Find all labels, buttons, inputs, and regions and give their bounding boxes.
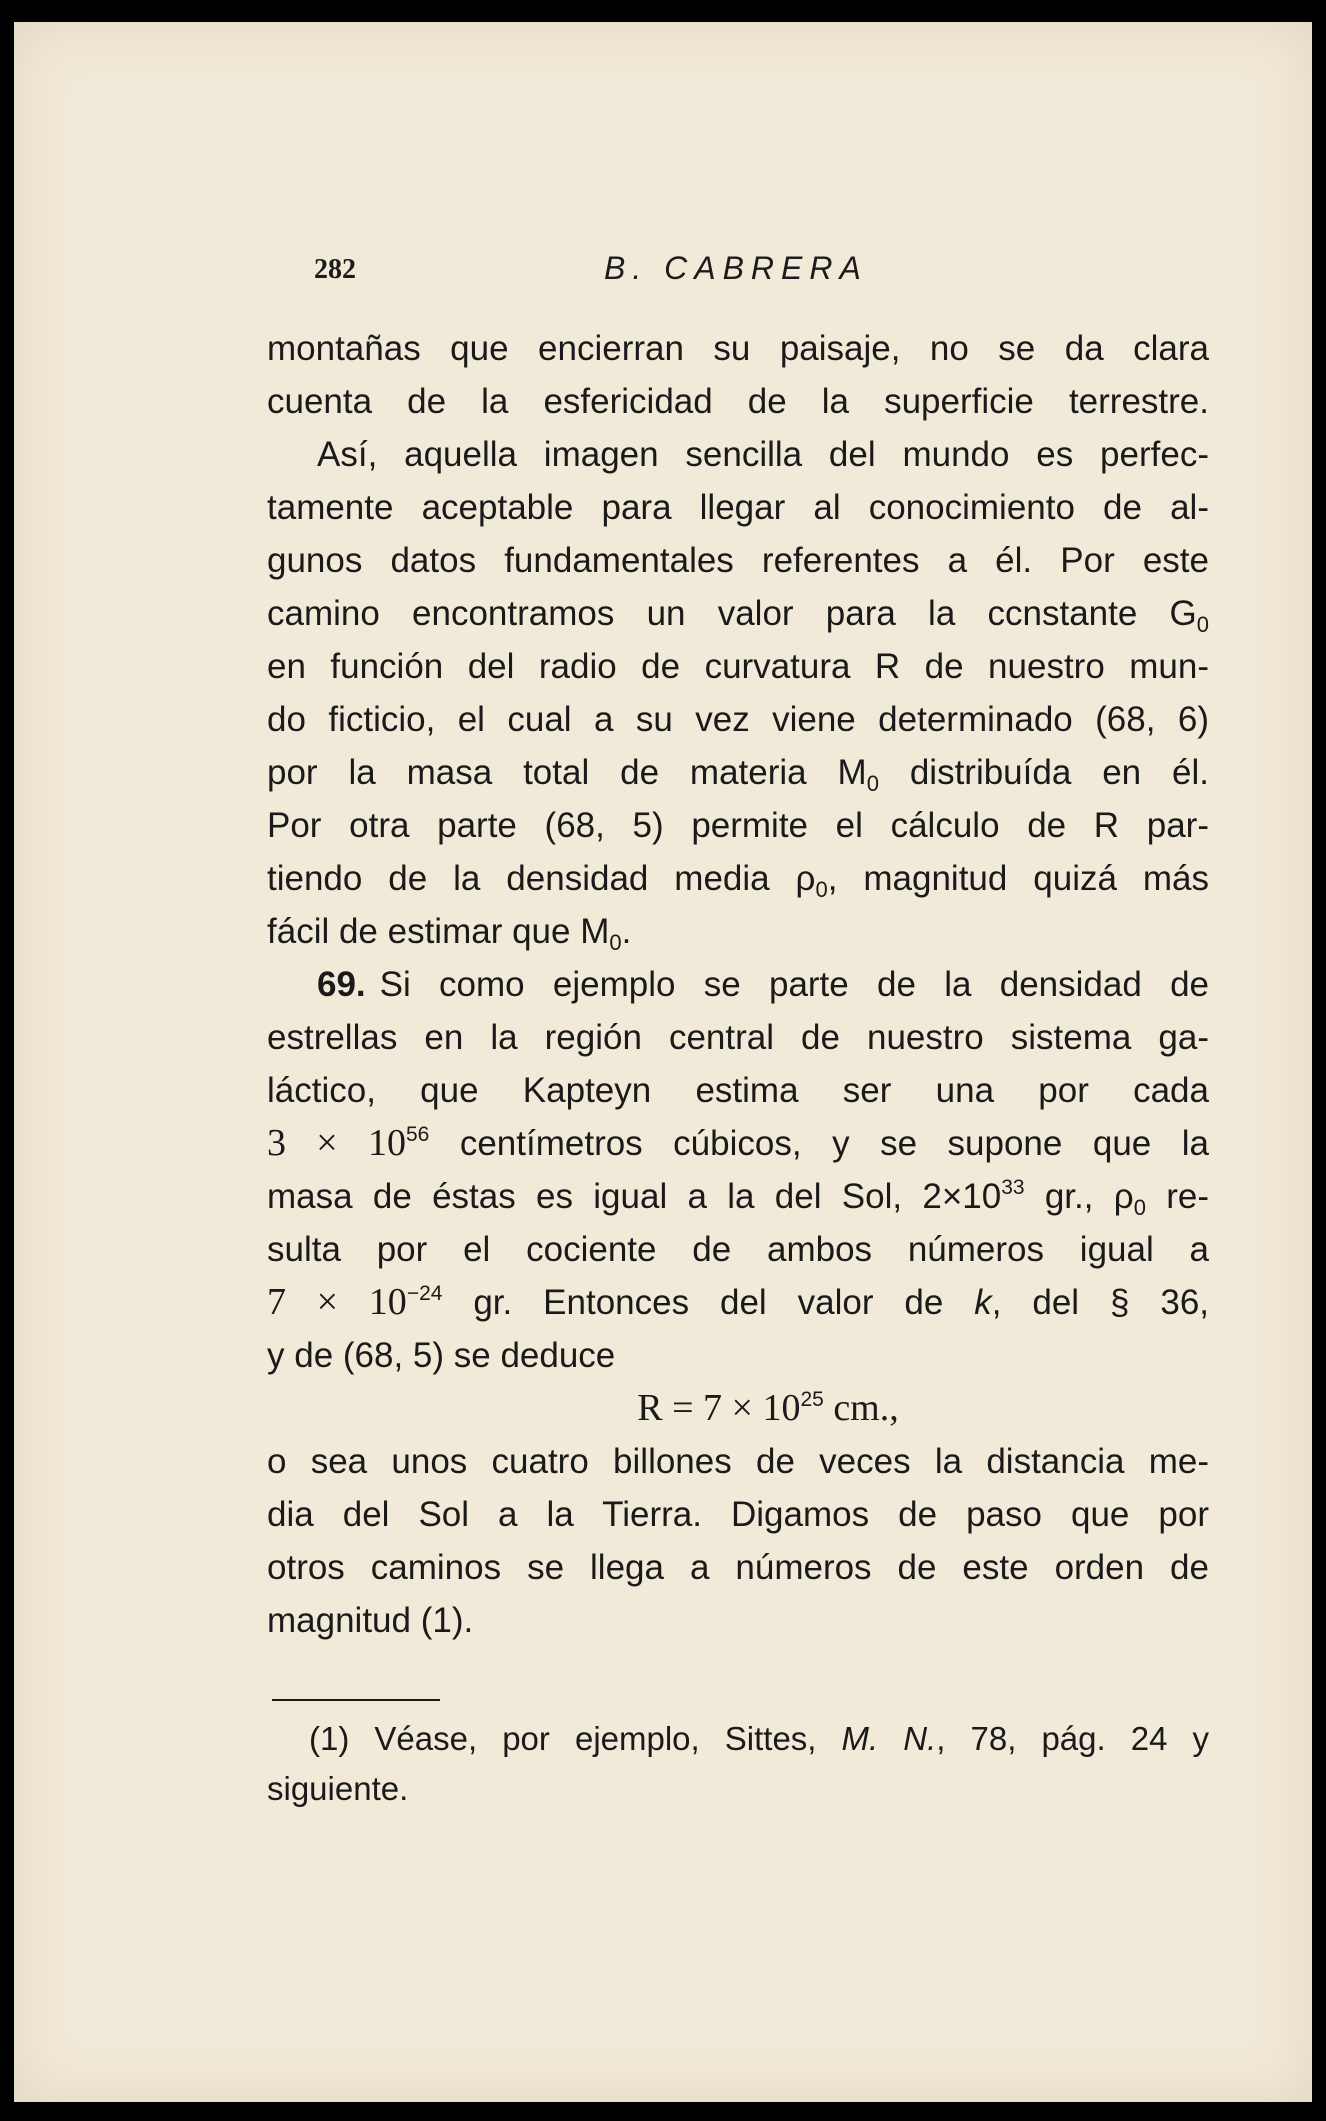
footnote-line: siguiente. <box>267 1770 409 1807</box>
formula-segment: R = 7 × 10 <box>637 1387 801 1429</box>
section-number: 69. <box>317 965 366 1004</box>
text-line: estrellas en la región central de nuestro sistema ga- <box>267 1018 1209 1057</box>
text-segment: gr. Entonces del valor de <box>442 1283 975 1322</box>
text-line: montañas que encierran su paisaje, no se da clara <box>267 329 1209 368</box>
book-page <box>14 22 1312 2102</box>
text-line: sulta por el cociente de ambos números igual a <box>267 1230 1209 1269</box>
text-line: magnitud (1). <box>267 1601 474 1640</box>
text-line: láctico, que Kapteyn estima ser una por cada <box>267 1071 1209 1110</box>
text-segment: , 78, pág. 24 y <box>936 1720 1210 1757</box>
superscript: 56 <box>405 1123 430 1146</box>
subscript: 0 <box>1133 1195 1146 1220</box>
formula-segment: cm., <box>823 1387 899 1429</box>
italic-abbrev: M. N. <box>841 1720 937 1757</box>
text-line <box>267 852 1209 905</box>
text-segment: . <box>621 912 632 951</box>
text-line: y de (68, 5) se deduce <box>267 1336 616 1375</box>
text-segment: Si como ejemplo se parte de la densidad de <box>379 965 1209 1004</box>
text-line <box>267 746 1209 799</box>
text-segment: fácil de estimar que M <box>267 912 610 951</box>
text-line: otros caminos se llega a números de este orden de <box>267 1548 1209 1587</box>
text-line <box>267 1276 1209 1329</box>
superscript: −24 <box>406 1282 443 1305</box>
text-line: cuenta de la esfericidad de la superficie terrestre. <box>267 382 1209 421</box>
text-line <box>267 587 1209 640</box>
italic-symbol: k <box>974 1283 992 1322</box>
superscript: 25 <box>800 1388 824 1411</box>
subscript: 0 <box>609 930 622 955</box>
text-line: tamente aceptable para llegar al conocimiento de al- <box>267 488 1209 527</box>
subscript: 0 <box>866 771 879 796</box>
math-segment: 3 × 10 <box>267 1122 406 1164</box>
footnote-line <box>267 1714 1209 1764</box>
footnote-rule <box>272 1699 440 1701</box>
text-segment: masa de éstas es igual a la del Sol, 2×10 <box>267 1177 1002 1216</box>
text-line: en función del radio de curvatura R de nuestro mun- <box>267 647 1209 686</box>
text-segment: distribuída en él. <box>878 753 1209 792</box>
text-segment: por la masa total de materia M <box>267 753 867 792</box>
text-segment: camino encontramos un valor para la ccnstante G <box>267 594 1197 633</box>
superscript: 33 <box>1001 1176 1025 1199</box>
text-line: do ficticio, el cual a su vez viene determinado (68, 6) <box>267 700 1209 739</box>
text-segment: centímetros cúbicos, y se supone que la <box>429 1124 1209 1163</box>
subscript: 0 <box>815 877 828 902</box>
formula <box>267 1382 1209 1435</box>
text-line: dia del Sol a la Tierra. Digamos de paso que por <box>267 1495 1209 1534</box>
text-segment: tiendo de la densidad media ρ <box>267 859 816 898</box>
body-text <box>267 322 1209 1647</box>
text-line <box>267 958 1209 1011</box>
text-line <box>267 905 1209 958</box>
text-segment: (1) Véase, por ejemplo, Sittes, <box>309 1720 842 1757</box>
text-segment: , magnitud quizá más <box>827 859 1209 898</box>
text-line: o sea unos cuatro billones de veces la distancia me- <box>267 1442 1209 1481</box>
text-line: Por otra parte (68, 5) permite el cálculo de R par- <box>267 806 1209 845</box>
text-line <box>267 1170 1209 1223</box>
text-line: Así, aquella imagen sencilla del mundo es perfec- <box>317 435 1209 474</box>
text-segment: re- <box>1145 1177 1209 1216</box>
page-header <box>314 250 874 296</box>
text-segment: gr., ρ <box>1024 1177 1134 1216</box>
subscript: 0 <box>1196 612 1209 637</box>
math-segment: 7 × 10 <box>267 1281 407 1323</box>
footnote <box>267 1714 1209 1814</box>
page-number: 282 <box>314 254 356 285</box>
running-head: B. CABRERA <box>604 250 868 286</box>
text-line <box>267 1117 1209 1170</box>
text-segment: , del § 36, <box>991 1283 1210 1322</box>
text-line: gunos datos fundamentales referentes a él. Por este <box>267 541 1209 580</box>
